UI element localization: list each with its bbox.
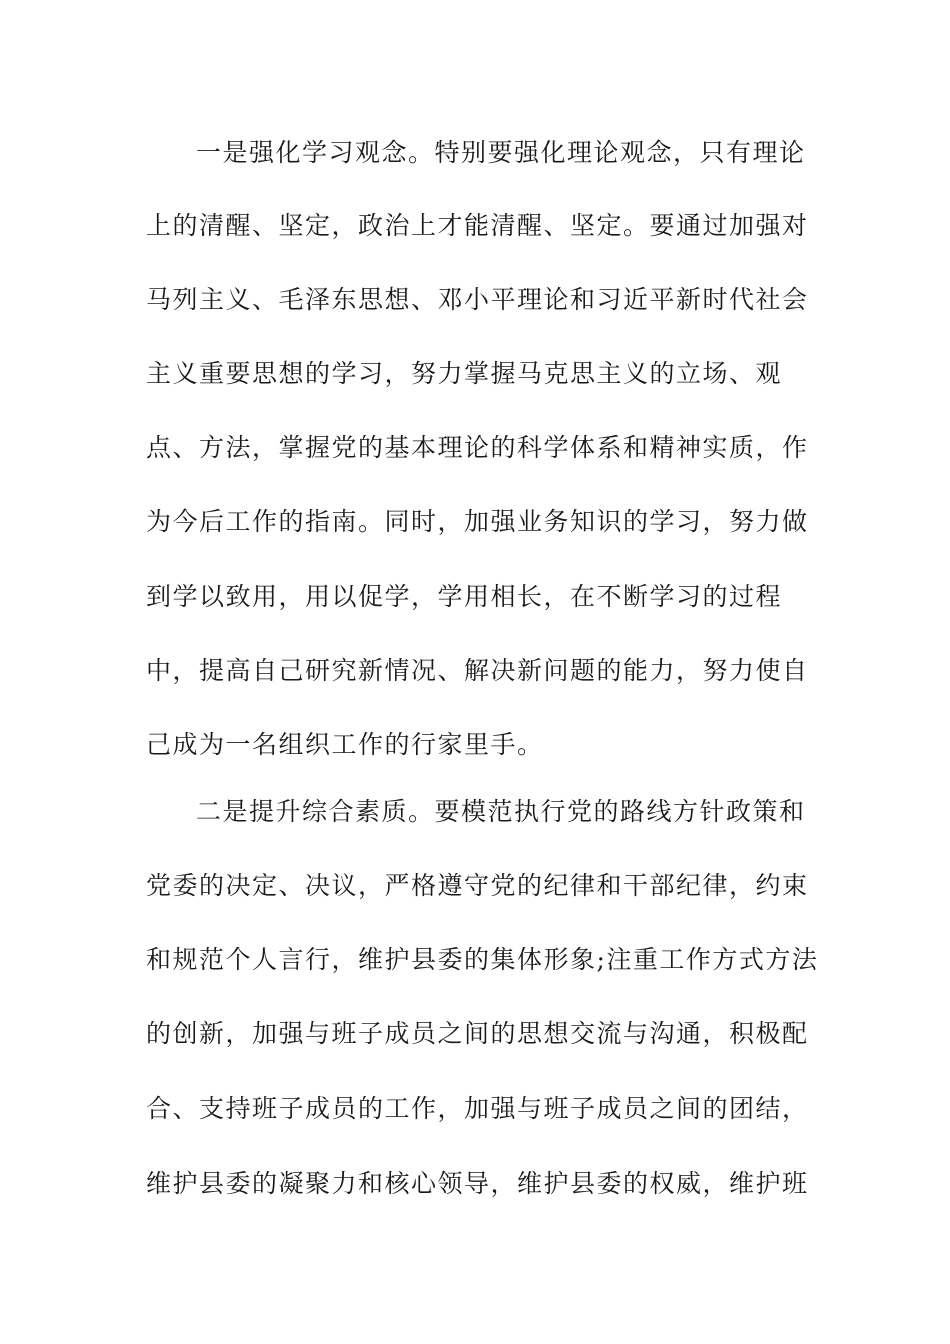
- paragraph-line: 点、方法，掌握党的基本理论的科学体系和精神实质，作: [146, 433, 809, 462]
- paragraph-line: 合、支持班子成员的工作，加强与班子成员之间的团结，: [146, 1094, 809, 1123]
- paragraph-line: 为今后工作的指南。同时，加强业务知识的学习，努力做: [146, 507, 809, 536]
- paragraph-line: 中，提高自己研究新情况、解决新问题的能力，努力使自: [146, 656, 809, 685]
- paragraph-line: 党委的决定、决议，严格遵守党的纪律和干部纪律，约束: [146, 871, 809, 900]
- paragraph-line: 到学以致用，用以促学，学用相长，在不断学习的过程: [146, 582, 783, 611]
- paragraph-line: 和规范个人言行，维护县委的集体形象;注重工作方式方法: [146, 945, 819, 974]
- paragraph-line: 二是提升综合素质。要模范执行党的路线方针政策和: [196, 797, 806, 826]
- paragraph-line: 上的清醒、坚定，政治上才能清醒、坚定。要通过加强对: [146, 211, 809, 240]
- paragraph-line: 一是强化学习观念。特别要强化理论观念，只有理论: [196, 138, 806, 167]
- paragraph-line: 的创新，加强与班子成员之间的思想交流与沟通，积极配: [146, 1019, 809, 1048]
- paragraph-line: 主义重要思想的学习，努力掌握马克思主义的立场、观: [146, 359, 783, 388]
- paragraph-line: 维护县委的凝聚力和核心领导，维护县委的权威，维护班: [146, 1169, 809, 1198]
- paragraph-line: 己成为一名组织工作的行家里手。: [146, 730, 544, 759]
- paragraph-line: 马列主义、毛泽东思想、邓小平理论和习近平新时代社会: [146, 285, 809, 314]
